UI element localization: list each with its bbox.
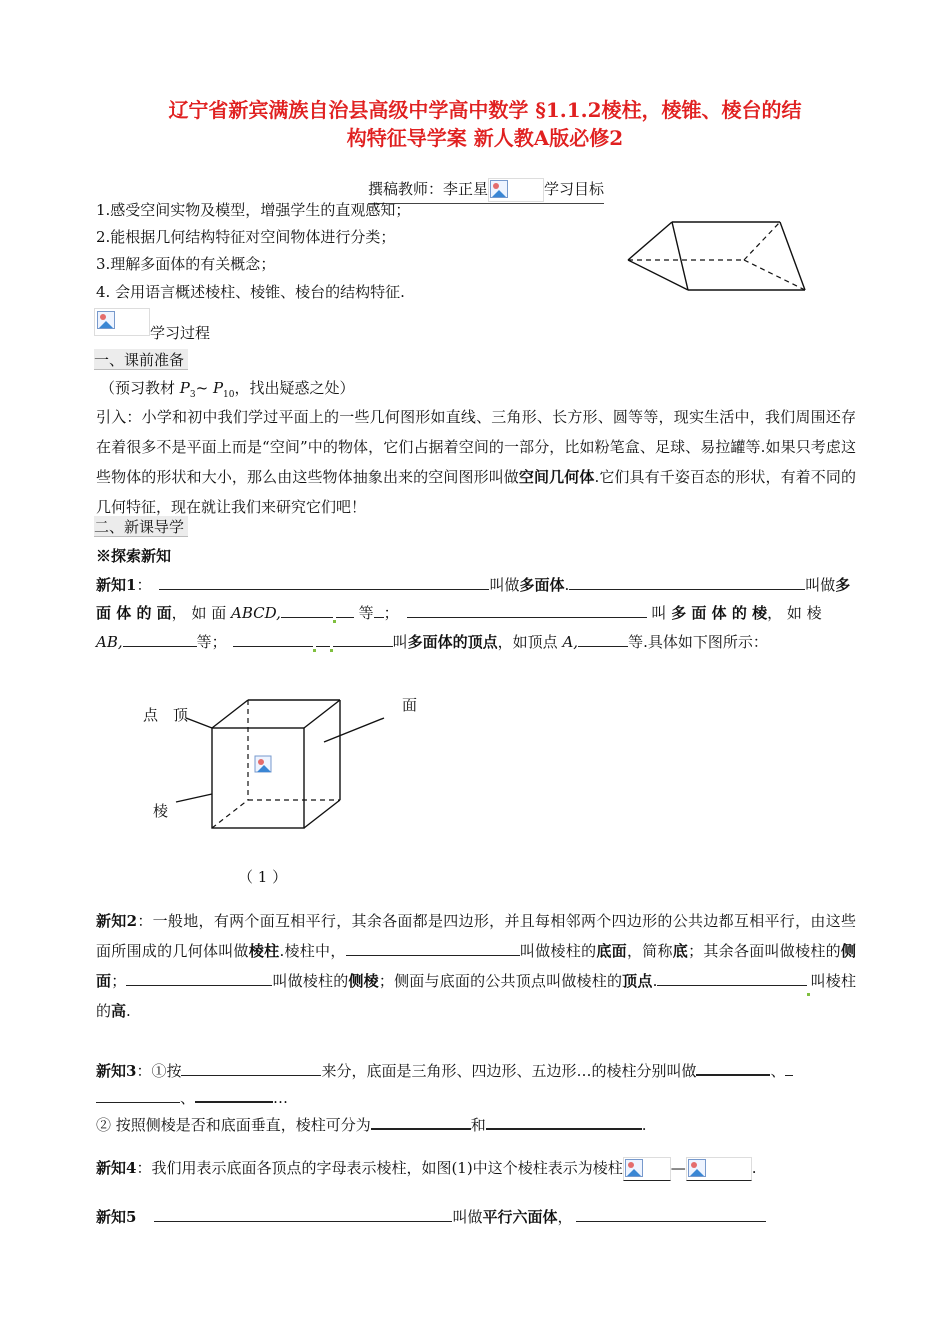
xz2-text: ；其余各面叫做棱柱的 — [688, 942, 841, 960]
title-line-2: 构特征导学案 新人教A版必修2 — [346, 126, 624, 150]
answer-blank[interactable] — [696, 1058, 770, 1076]
marker-dot — [313, 649, 316, 652]
xz2-text: ，简称 — [626, 942, 673, 960]
xz1-text: . — [564, 576, 570, 594]
prism-edge — [628, 260, 688, 290]
xz1-text: 等； — [196, 633, 227, 651]
preview-sub-from: 3 — [189, 390, 196, 400]
triangular-prism-figure — [620, 212, 820, 298]
xz1-term-edge: 多 面 体 的 棱 — [671, 604, 768, 622]
prism-edge — [780, 222, 805, 290]
answer-blank[interactable] — [123, 630, 197, 647]
xz5-line — [96, 1205, 766, 1227]
preview-tilde: ~ — [195, 379, 213, 397]
xz5-label: 新知5 — [96, 1208, 137, 1226]
xz1-edge-ab: AB, — [96, 633, 123, 651]
answer-blank[interactable] — [233, 630, 313, 647]
xz2-term-lateral-edge: 侧棱 — [348, 972, 379, 990]
title-line-1: 辽宁省新宾满族自治县高级中学高中数学 §1.1.2棱柱，棱锥、棱台的结 — [168, 98, 802, 122]
section-1-bar — [94, 349, 188, 370]
xz3-line-2 — [96, 1085, 288, 1108]
cube-hidden-edge — [212, 800, 248, 828]
answer-blank[interactable] — [371, 1112, 471, 1130]
preview-line — [100, 377, 355, 400]
xz5-term-parallelepiped: 平行六面体 — [482, 1208, 558, 1226]
answer-blank[interactable] — [333, 630, 393, 647]
answer-blank[interactable] — [154, 1205, 452, 1222]
xz1-text: 等 — [353, 604, 374, 622]
xz1-term-vertex: 多面体的顶点 — [407, 633, 498, 651]
document-title — [90, 96, 880, 152]
marker-dot — [333, 620, 336, 623]
xz4-label: 新知4 — [96, 1159, 137, 1177]
xz1-colon: ： — [136, 576, 152, 594]
answer-blank[interactable] — [407, 601, 647, 618]
xz2-term-vertex-2: 点 — [637, 972, 653, 990]
image-placeholder-icon — [96, 310, 116, 330]
xz2-text: 叫棱柱的 — [96, 972, 856, 1020]
image-placeholder-icon — [624, 1158, 644, 1178]
cube-front-face — [212, 728, 304, 828]
broken-image-process — [94, 308, 150, 336]
xz2-term-base-short: 底 — [672, 942, 689, 960]
image-placeholder-icon — [255, 756, 271, 772]
answer-blank[interactable] — [336, 601, 354, 618]
xz1-face-abcd: ABCD, — [230, 604, 281, 622]
xz2-term-height: 高 — [111, 1002, 127, 1020]
answer-blank[interactable] — [374, 601, 384, 618]
process-heading: 学习过程 — [150, 324, 211, 342]
section-1-heading: 一、课前准备 — [94, 351, 185, 369]
answer-blank[interactable] — [195, 1085, 273, 1103]
xz1-vertex-a: A, — [562, 633, 579, 651]
broken-image — [488, 178, 544, 202]
objectives-heading: 学习目标 — [544, 180, 605, 198]
section-2-bar — [94, 516, 188, 537]
xz2-term-vertex: 顶 — [622, 972, 638, 990]
cube-edge — [304, 800, 340, 828]
xz1-text: ， 如 棱 — [767, 604, 822, 622]
answer-blank[interactable] — [578, 630, 628, 647]
answer-blank[interactable] — [96, 1086, 180, 1103]
xz1-text: 等.具体如下图所示： — [628, 633, 768, 651]
preview-suffix: ，找出疑惑之处） — [234, 379, 355, 397]
xz4-text: . — [751, 1159, 757, 1177]
xz1-text: ，如顶点 — [497, 633, 563, 651]
xz2-text: .棱柱中， — [279, 942, 346, 960]
cube-edge — [304, 700, 340, 728]
prism-edge — [628, 222, 672, 260]
xz1-text: ， 如 面 — [171, 604, 231, 622]
xz1-text: 叫 — [392, 633, 408, 651]
marker-dot — [330, 649, 333, 652]
preview-p-from: P — [179, 379, 190, 397]
xz4-text: 为棱柱 — [577, 1159, 623, 1177]
prism-name-image-2 — [686, 1157, 752, 1181]
xz1-text: 叫做 — [805, 576, 836, 594]
answer-blank[interactable] — [569, 573, 805, 590]
xz2-text: . — [126, 1002, 131, 1020]
edge-pointer — [176, 794, 212, 802]
xz2-term-base: 底面 — [596, 942, 627, 960]
vertex-pointer — [186, 718, 212, 728]
xz1-line-3 — [96, 630, 768, 652]
vertex-label-1: 点 — [143, 706, 159, 724]
xz1-line-2 — [96, 601, 822, 623]
xz1-term-face: 面 体 的 面 — [96, 604, 172, 622]
xz2-text: ； — [111, 972, 127, 990]
answer-blank[interactable] — [316, 630, 330, 647]
xz3-line-3 — [96, 1112, 647, 1135]
intro-text: 引入：小学和初中我们学过平面上的一些几何图形如直线、三角形、长方形、圆等等，现实生活中，我们周围还存在着很多不是平面上而是“空间”中的物体，它们占据着空间的一部分，比如粉笔盒、足球、易拉罐等.如果只考虑这些物体的形状和大小，那么由这些物体抽象出来的空间图形叫做 — [96, 408, 856, 486]
xz3-text: ：①按 — [136, 1062, 182, 1080]
xz3-text: 和 — [470, 1116, 486, 1134]
edge-label: 棱 — [153, 802, 169, 820]
answer-blank[interactable] — [346, 939, 520, 956]
objective-4: 4. 会用语言概述棱柱、棱锥、棱台的结构特征. — [96, 283, 405, 301]
intro-text-end: .它们具有千姿百态的形状，有着不同的几何特征，现在就让我们来研究它们吧！ — [96, 468, 856, 516]
objective-2: 2.能根据几何结构特征对空间物体进行分类； — [96, 228, 396, 246]
preview-p-to: P — [212, 379, 224, 397]
xz1-text: 叫 — [646, 604, 672, 622]
answer-blank[interactable] — [281, 601, 333, 618]
xz1-text: 叫做 — [489, 576, 520, 594]
xz3-line-1 — [96, 1058, 793, 1081]
preview-sub-to: 10 — [223, 390, 235, 400]
prism-edge — [672, 222, 688, 290]
xz2-text: 叫做棱柱的 — [272, 972, 349, 990]
xz2-text: ；侧面与底面的公共顶点叫做棱柱的 — [378, 972, 623, 990]
xz1-label: 新知1 — [96, 576, 137, 594]
xz2-text: 叫做棱柱的 — [519, 942, 597, 960]
xz1-line-1 — [96, 573, 850, 595]
image-placeholder-icon — [687, 1158, 707, 1178]
xz1-term-polyhedron: 多面体 — [519, 576, 565, 594]
xz1-text: ； — [383, 604, 399, 622]
xz4-dash: — — [670, 1159, 686, 1177]
xz4-text: ：我们用表示底面各顶点的字母表示棱柱，如图(1)中这个棱柱表示 — [136, 1159, 578, 1177]
answer-blank[interactable] — [126, 969, 272, 986]
xz2-label: 新知2 — [96, 912, 138, 930]
vertex-label-2: 顶 — [173, 706, 189, 724]
section-2-heading: 二、新课导学 — [94, 518, 185, 536]
intro-paragraph — [96, 402, 856, 522]
xz3-text: 、 — [770, 1062, 786, 1080]
answer-blank[interactable] — [657, 969, 807, 986]
xz2-paragraph — [96, 906, 856, 1026]
face-label: 面 — [402, 696, 418, 714]
xz4-line — [96, 1157, 757, 1181]
prism-name-image-1 — [623, 1157, 671, 1181]
cube-edge — [212, 700, 248, 728]
xz3-text: ② 按照侧棱是否和底面垂直，棱柱可分为 — [96, 1116, 371, 1134]
image-placeholder-icon — [489, 179, 509, 199]
xz3-text: 来分，底面是三角形、四边形、五边形…的棱柱分别叫做 — [321, 1062, 697, 1080]
intro-bold-term: 空间几何体 — [518, 468, 595, 486]
answer-blank[interactable] — [576, 1205, 766, 1222]
answer-blank[interactable] — [785, 1059, 793, 1076]
author: 撰稿教师：李正星 — [368, 180, 489, 198]
answer-blank[interactable] — [181, 1059, 321, 1076]
xz2-term-prism: 棱柱 — [248, 942, 280, 960]
figure-caption: （ 1 ） — [238, 868, 288, 886]
xz5-text: ， — [557, 1208, 573, 1226]
face-pointer — [324, 718, 384, 742]
xz3-text: … — [273, 1089, 289, 1107]
xz3-text: . — [641, 1116, 647, 1134]
objective-1: 1.感受空间实物及模型，增强学生的直观感知； — [96, 201, 411, 219]
answer-blank[interactable] — [486, 1112, 642, 1130]
xz2-text: . — [652, 972, 658, 990]
xz5-text: 叫做 — [452, 1208, 483, 1226]
objective-3: 3.理解多面体的有关概念； — [96, 255, 276, 273]
xz2-term-lateral-face: 侧面 — [96, 942, 856, 990]
preview-prefix: （预习教材 — [100, 379, 180, 397]
prism-hidden-edge — [744, 222, 780, 260]
xz3-text: 、 — [180, 1089, 196, 1107]
xz2-text: ：一般地，有两个面互相平行，其余各面都是四边形，并且每相邻两个四边形的公共边都互相平行，由这些面所围成的几何体叫做 — [96, 912, 856, 960]
answer-blank[interactable] — [159, 573, 489, 590]
xz1-term: 多 — [835, 576, 851, 594]
explore-heading: ※探索新知 — [96, 547, 172, 565]
marker-dot — [807, 993, 810, 996]
xz3-label: 新知3 — [96, 1062, 137, 1080]
